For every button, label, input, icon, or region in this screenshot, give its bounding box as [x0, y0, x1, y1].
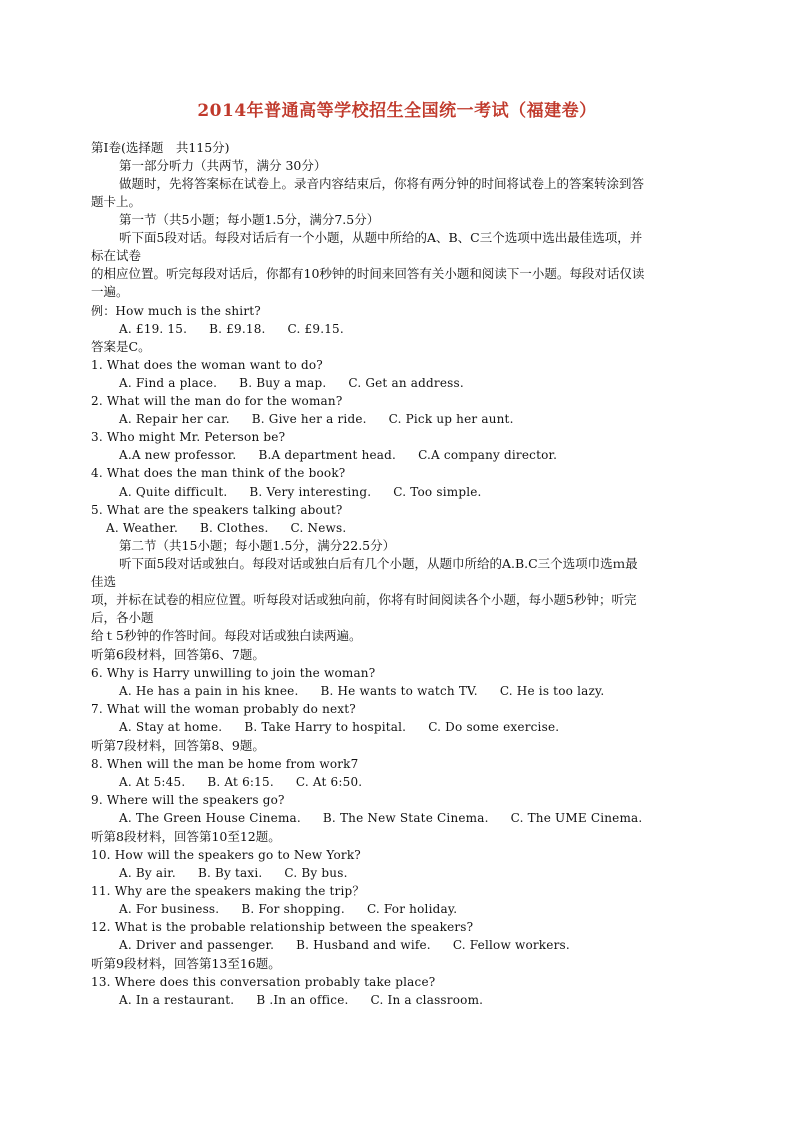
option: A.A new professor. — [119, 448, 237, 462]
instruction-line: 后，各小题 — [91, 610, 154, 625]
example-answer: 答案是C。 — [91, 339, 151, 354]
question: 13. Where does this conversation probably take place? — [91, 975, 436, 989]
instruction-line: 佳选 — [91, 574, 117, 589]
option: B.A department head. — [258, 448, 397, 462]
material-heading: 听第7段材料，回答第8、9题。 — [91, 738, 265, 753]
option: C. The UME Cinema. — [510, 811, 643, 825]
option: B. The New State Cinema. — [322, 811, 489, 825]
option: A. For business. — [119, 902, 220, 916]
instruction-line: 听下面5段对话或独白。每段对话或独白后有几个小题，从题巾所给的A.B.C三个选项巾选ｍ最 — [119, 556, 638, 571]
answer-options — [119, 483, 482, 501]
material-heading: 听第8段材料，回答第10至12题。 — [91, 829, 281, 844]
answer-options — [119, 936, 570, 954]
instruction-line: 做题时，先将答案标在试卷上。录音内容结束后，你将有两分钟的时间将试卷上的答案转涂到答 — [119, 176, 645, 191]
answer-options — [119, 864, 348, 882]
question: 6. Why is Harry unwilling to join the woman? — [91, 666, 376, 680]
option: A. Weather. — [106, 521, 178, 535]
option: B. At 6:15. — [207, 775, 274, 789]
instruction-line: 标在试卷 — [91, 248, 142, 263]
answer-options — [119, 374, 464, 392]
question: 5. What are the speakers talking about? — [91, 503, 343, 517]
option: C. News. — [290, 521, 347, 535]
answer-options — [106, 519, 346, 537]
answer-options — [119, 410, 514, 428]
answer-options — [119, 809, 642, 827]
answer-options — [119, 900, 457, 918]
option: B. Clothes. — [200, 521, 269, 535]
option: A. Quite difficult. — [119, 485, 228, 499]
question: 8. When will the man be home from work7 — [91, 757, 359, 771]
option: C. For holiday. — [366, 902, 458, 916]
question: 3. Who might Mr. Peterson be? — [91, 430, 286, 444]
answer-options — [119, 718, 559, 736]
option: C. At 6:50. — [295, 775, 363, 789]
instruction-line: 听下面5段对话。每段对话后有一个小题，从题中所给的A、B、C三个选项中选出最佳选项，并 — [119, 230, 643, 245]
instruction-line: 给ｔ5秒钟的作答时间。每段对话或独白读两遍。 — [91, 628, 362, 643]
answer-options — [119, 991, 483, 1009]
option: A. £19. 15. — [119, 322, 188, 336]
option: C. Pick up her aunt. — [388, 412, 514, 426]
section-heading: 第一部分听力（共两节，满分 30分） — [119, 158, 327, 173]
example-question: 例：How much is the shirt? — [91, 304, 261, 318]
instruction-line: 题卡上。 — [91, 194, 142, 209]
option: A. Repair her car. — [119, 412, 230, 426]
option: C. £9.15. — [287, 322, 344, 336]
option: A. Find a place. — [119, 376, 218, 390]
part-one-heading: 第Ⅰ卷(选择题 共115分) — [91, 140, 230, 155]
option: A. The Green House Cinema. — [119, 811, 301, 825]
option: B. He wants to watch TV. — [320, 684, 478, 698]
option: C. Too simple. — [393, 485, 482, 499]
material-heading: 听第9段材料，回答第13至16题。 — [91, 956, 281, 971]
question: 9. Where will the speakers go? — [91, 793, 285, 807]
option: B .In an office. — [256, 993, 349, 1007]
question: 2. What will the man do for the woman? — [91, 394, 343, 408]
option: A. He has a pain in his knee. — [119, 684, 299, 698]
option: C. Fellow workers. — [452, 938, 570, 952]
answer-options — [119, 773, 362, 791]
option: A. By air. — [119, 866, 176, 880]
option: B. Take Harry to hospital. — [244, 720, 407, 734]
option: C.A company director. — [418, 448, 558, 462]
question: 4. What does the man think of the book? — [91, 466, 346, 480]
question: 1. What does the woman want to do? — [91, 358, 323, 372]
exam-title: 2014年普通高等学校招生全国统一考试（福建卷） — [197, 101, 597, 121]
option: B. Very interesting. — [249, 485, 372, 499]
answer-options — [119, 320, 344, 338]
material-heading: 听第6段材料，回答第6、7题。 — [91, 647, 265, 662]
subsection-heading: 第一节（共5小题；每小题1.5分，满分7.5分） — [119, 212, 380, 227]
instruction-line: 一遍。 — [91, 284, 129, 299]
option: A. In a restaurant. — [119, 993, 235, 1007]
option: B. For shopping. — [241, 902, 345, 916]
option: B. Buy a map. — [239, 376, 327, 390]
question: 10. How will the speakers go to New York? — [91, 848, 361, 862]
question: 11. Why are the speakers making the trip？ — [91, 884, 365, 898]
option: C. In a classroom. — [370, 993, 484, 1007]
answer-options — [119, 446, 557, 464]
answer-options — [119, 682, 604, 700]
instruction-line: 项，并标在试卷的相应位置。听每段对话或独向前，你将有时间阅读各个小题，每小题5秒钟；听完 — [91, 592, 637, 607]
option: A. At 5:45. — [119, 775, 186, 789]
option: C. Do some exercise. — [428, 720, 560, 734]
question: 12. What is the probable relationship between the speakers? — [91, 920, 474, 934]
option: C. He is too lazy. — [499, 684, 605, 698]
instruction-line: 的相应位置。听完每段对话后，你都有10秒钟的时间来回答有关小题和阅读下一小题。每段对话仅读 — [91, 266, 645, 281]
question: 7. What will the woman probably do next? — [91, 702, 356, 716]
option: A. Driver and passenger. — [119, 938, 275, 952]
subsection-heading: 第二节（共15小题；每小题1.5分，满分22.5分） — [119, 538, 396, 553]
option: A. Stay at home. — [119, 720, 223, 734]
option: B. Husband and wife. — [296, 938, 431, 952]
option: B. Give her a ride. — [251, 412, 367, 426]
option: C. By bus. — [284, 866, 348, 880]
option: B. By taxi. — [197, 866, 263, 880]
option: B. £9.18. — [209, 322, 266, 336]
option: C. Get an address. — [348, 376, 464, 390]
